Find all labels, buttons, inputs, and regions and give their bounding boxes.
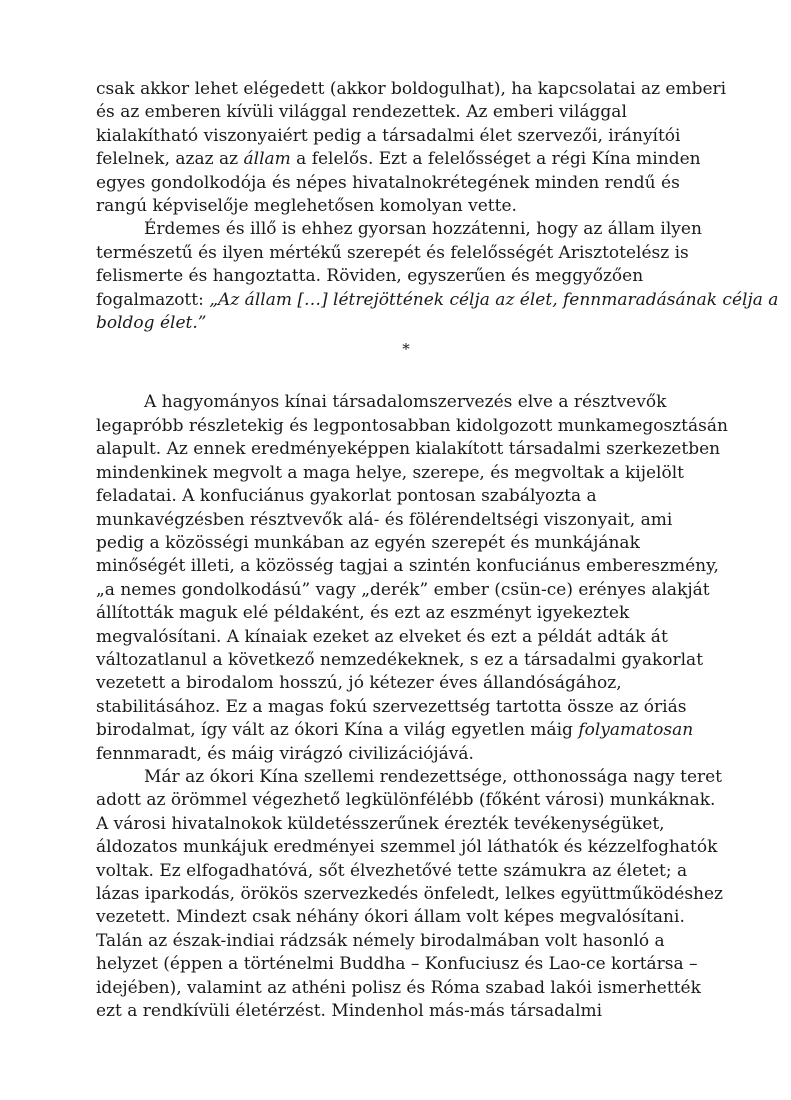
text-line: változatlanul a következő nemzedékeknek, s ez a társadalmi gyakorlat	[96, 649, 704, 670]
text-line	[96, 719, 716, 742]
text-line: lázas iparkodás, örökös szervezkedés önfeledt, lelkes együttműködéshez	[96, 884, 724, 904]
text-line: legapróbb részletekig és legpontosabban kidolgozott munkamegosztásán	[96, 415, 728, 436]
section-gap	[96, 361, 716, 391]
paragraph-2	[96, 218, 779, 335]
text-segment: birodalmat, így vált az ókori Kína a világ egyetlen máig	[96, 720, 579, 741]
paragraph-1	[96, 78, 727, 218]
text-line: A városi hivatalnokok küldetésszerűnek érezték tevékenységüket,	[96, 813, 665, 834]
text-line: megvalósítani. A kínaiak ezeket az elveket és ezt a példát adták át	[96, 626, 668, 647]
text-line: voltak. Ez elfogadhatóvá, sőt élvezhetővé tette számukra az életet; a	[96, 860, 688, 881]
text-line: állították maguk elé példaként, és ezt az eszményt igyekeztek	[96, 603, 630, 624]
text-line: feladatai. A konfuciánus gyakorlat pontosan szabályozta a	[96, 486, 597, 507]
quote-aristotle: „Az állam […] létrejöttének célja az élet, fennmaradásának célja a	[209, 289, 779, 310]
text-line: áldozatos munkájuk eredményei szemmel jól láthatók és kézzelfoghatók	[96, 837, 718, 858]
text-line: Talán az észak-indiai rádzsák némely birodalmában volt hasonló a	[96, 930, 665, 951]
text-line: adott az örömmel végezhető legkülönfélébb (főként városi) munkáknak.	[96, 790, 716, 811]
text-line: „a nemes gondolkodású” vagy „derék” ember (csün-ce) erényes alakját	[96, 579, 710, 600]
paragraph-3	[96, 391, 728, 766]
text-line: A hagyományos kínai társadalomszervezés elve a résztvevők	[144, 392, 667, 413]
emphasis-allam: állam	[243, 149, 291, 170]
text-line: egyes gondolkodója és népes hivatalnokrétegének minden rendű és	[96, 172, 680, 193]
text-line: vezetett a birodalom hosszú, jó kétezer éves állandóságához,	[96, 673, 622, 694]
text-line: alapult. Az ennek eredményeképpen kialakított társadalmi szerkezetben	[96, 439, 721, 460]
text-line: ezt a rendkívüli életérzést. Mindenhol más-más társadalmi	[96, 1001, 603, 1022]
quote-aristotle-end: boldog élet.”	[96, 313, 207, 334]
paragraph-4	[96, 766, 724, 1023]
text-line: pedig a közösségi munkában az egyén szerepét és munkájának	[96, 532, 640, 553]
text-segment: felelnek, azaz az	[96, 149, 244, 170]
text-line: fennmaradt, és máig virágzó civilizációjává.	[96, 743, 474, 764]
text-line: munkavégzésben résztvevők alá- és fölérendeltségi viszonyait, ami	[96, 509, 673, 530]
text-line: Érdemes és illő is ehhez gyorsan hozzátenni, hogy az állam ilyen	[144, 219, 702, 240]
text-line: rangú képviselője meglehetősen komolyan vette.	[96, 196, 517, 217]
text-line: stabilitásához. Ez a magas fokú szervezettség tartotta össze az óriás	[96, 696, 687, 717]
text-line: természetű és ilyen mértékű szerepét és felelősségét Arisztotelész is	[96, 242, 689, 263]
text-line	[96, 148, 716, 171]
text-line: mindenkinek megvolt a maga helye, szerepe, és megvoltak a kijelölt	[96, 462, 684, 483]
text-line: vezetett. Mindezt csak néhány ókori állam volt képes megvalósítani.	[96, 907, 685, 928]
text-line: helyzet (éppen a történelmi Buddha – Konfuciusz és Lao-ce kortársa –	[96, 954, 698, 975]
document-page	[96, 78, 779, 1023]
text-line: idejében), valamint az athéni polisz és Róma szabad lakói ismerhették	[96, 977, 701, 998]
text-line: és az emberen kívüli világgal rendezettek. Az emberi világgal	[96, 102, 627, 123]
text-segment: fogalmazott:	[96, 289, 210, 310]
emphasis-folyamatosan: folyamatosan	[578, 720, 694, 741]
section-separator: *	[402, 340, 410, 359]
text-segment: a felelős. Ezt a felelősséget a régi Kína minden	[290, 149, 701, 170]
text-line: felismerte és hangoztatta. Röviden, egyszerűen és meggyőzően	[96, 266, 644, 287]
text-line: kialakítható viszonyaiért pedig a társadalmi élet szervezői, irányítói	[96, 125, 681, 146]
text-line	[96, 289, 779, 312]
text-line: Már az ókori Kína szellemi rendezettsége, otthonossága nagy teret	[144, 766, 723, 787]
text-line: minőségét illeti, a közösség tagjai a szintén konfuciánus embereszmény,	[96, 556, 719, 577]
text-line: csak akkor lehet elégedett (akkor boldogulhat), ha kapcsolatai az emberi	[96, 79, 727, 99]
